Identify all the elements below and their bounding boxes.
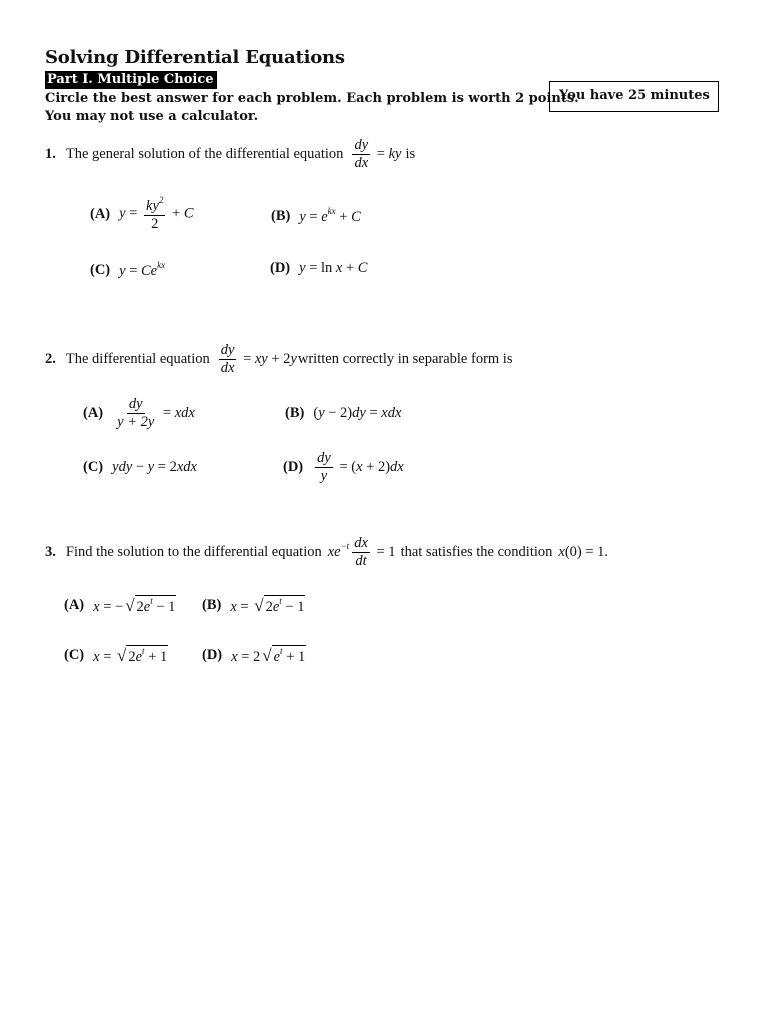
- question-number: 2.: [45, 351, 56, 368]
- option-label: (B): [202, 597, 222, 613]
- option-expression: (y − 2)dy = xdx: [313, 405, 402, 421]
- q2-option-d[interactable]: [283, 451, 404, 484]
- option-label: (B): [285, 405, 305, 421]
- option-expression: $y = e^{kx} + C$: [299, 206, 361, 225]
- option-label: (A): [64, 597, 85, 613]
- q1-option-a[interactable]: [90, 196, 194, 232]
- q2-option-a[interactable]: [83, 397, 195, 430]
- option-label: (A): [83, 405, 104, 422]
- initial-condition: x(0) = 1.: [558, 544, 609, 561]
- question-text-middle: that satisfies the condition: [400, 544, 553, 561]
- question-text: The differential equation: [65, 351, 210, 368]
- instruction-line-1: Circle the best answer for each problem. Each problem is worth 2 points.: [45, 91, 579, 106]
- question-number: 3.: [45, 544, 56, 561]
- option-label: (D): [202, 647, 223, 663]
- option-label: (C): [64, 647, 85, 663]
- question-text: The general solution of the differential equation: [65, 146, 344, 163]
- equation: $\frac{dy}{dx}$ = ky: [354, 137, 402, 172]
- option-expression: y = ln x + C: [299, 260, 368, 276]
- option-label: (B): [271, 207, 291, 224]
- option-expression: $\frac{dy}{y + 2y}$ = xdx: [117, 396, 195, 431]
- instruction-line-2: You may not use a calculator.: [45, 109, 259, 124]
- timer-box: You have 25 minutes: [549, 81, 719, 112]
- option-label: (A): [90, 205, 111, 222]
- question-text: Find the solution to the differential equation: [65, 544, 322, 561]
- option-label: (C): [83, 459, 104, 475]
- option-expression: x = 2 √ $e^t + 1$: [231, 646, 306, 665]
- question-1: [45, 138, 415, 171]
- option-expression: $y = Ce^{kx}$: [119, 260, 166, 279]
- question-text-end: is: [405, 146, 416, 163]
- page-title: Solving Differential Equations: [45, 47, 345, 68]
- option-expression: x = √ $2e^t - 1$: [230, 596, 305, 615]
- option-expression: x = − √ $2e^t - 1$: [93, 596, 176, 615]
- option-expression: y = $\frac{ky^2}{2}$ + C: [119, 195, 194, 233]
- q1-option-b[interactable]: [271, 206, 361, 226]
- equation: $xe^{-t}$ $\frac{dx}{dt}$ = 1: [327, 535, 396, 570]
- question-2: [45, 343, 512, 376]
- q3-option-a[interactable]: [64, 595, 176, 616]
- option-label: (D): [283, 459, 304, 476]
- question-3: [45, 536, 608, 569]
- q2-option-c[interactable]: [83, 459, 197, 476]
- q1-option-d[interactable]: [270, 260, 367, 277]
- q3-option-c[interactable]: [64, 645, 168, 666]
- option-expression: x = √ $2e^t + 1$: [93, 646, 168, 665]
- q1-option-c[interactable]: [90, 260, 165, 280]
- option-label: (D): [270, 260, 291, 276]
- option-expression: ydy − y = 2xdx: [112, 459, 197, 475]
- equation: $\frac{dy}{dx}$ = xy + 2y: [220, 342, 297, 377]
- q2-option-b[interactable]: [285, 405, 401, 422]
- question-text-end: written correctly in separable form is: [297, 351, 513, 368]
- q3-option-b[interactable]: [202, 595, 305, 616]
- option-label: (C): [90, 261, 111, 278]
- part-label: Part I. Multiple Choice: [45, 71, 217, 89]
- q3-option-d[interactable]: [202, 645, 306, 666]
- option-expression: $\frac{dy}{y}$ = (x + 2)dx: [317, 450, 404, 485]
- question-number: 1.: [45, 146, 56, 163]
